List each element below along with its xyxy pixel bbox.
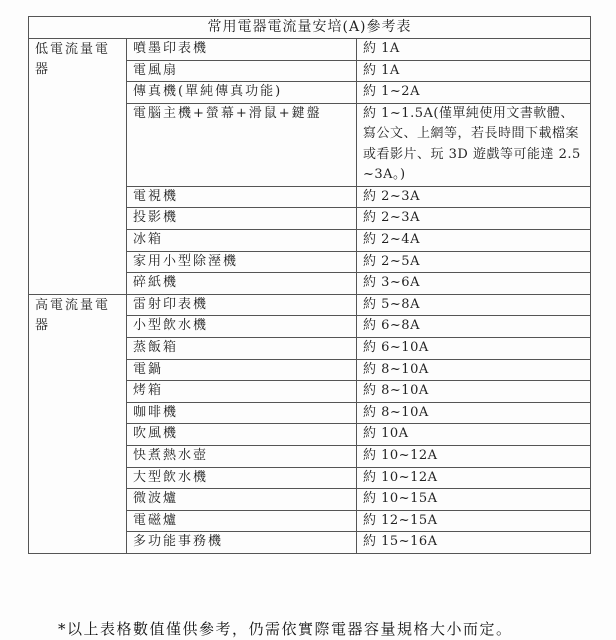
appliance-name: 電磁爐 bbox=[127, 510, 357, 532]
group-label-high: 高電流量電器 bbox=[29, 294, 127, 553]
appliance-name: 多功能事務機 bbox=[127, 532, 357, 554]
appliance-name: 家用小型除溼機 bbox=[127, 251, 357, 273]
current-value: 約 1~2A bbox=[357, 82, 591, 104]
current-value: 約 2~5A bbox=[357, 251, 591, 273]
current-value: 約 10~12A bbox=[357, 445, 591, 467]
table-row bbox=[29, 294, 591, 316]
appliance-name: 蒸飯箱 bbox=[127, 337, 357, 359]
current-value: 約 10~12A bbox=[357, 467, 591, 489]
current-value: 約 8~10A bbox=[357, 359, 591, 381]
current-value: 約 3~6A bbox=[357, 273, 591, 295]
appliance-name: 吹風機 bbox=[127, 424, 357, 446]
group-label-low: 低電流量電器 bbox=[29, 39, 127, 295]
appliance-name: 電風扇 bbox=[127, 60, 357, 82]
table-title: 常用電器電流量安培(A)參考表 bbox=[29, 17, 591, 39]
appliance-name: 小型飲水機 bbox=[127, 316, 357, 338]
appliance-name: 碎紙機 bbox=[127, 273, 357, 295]
reference-table bbox=[28, 16, 591, 554]
appliance-name: 大型飲水機 bbox=[127, 467, 357, 489]
current-value: 約 1~1.5A(僅單純使用文書軟體、寫公文、上網等，若長時間下載檔案或看影片、玩 3D 遊戲等可能達 2.5~3A。) bbox=[357, 103, 591, 186]
table-row bbox=[29, 39, 591, 61]
appliance-name: 快煮熱水壺 bbox=[127, 445, 357, 467]
appliance-name: 噴墨印表機 bbox=[127, 39, 357, 61]
current-value: 約 2~3A bbox=[357, 186, 591, 208]
current-value: 約 10~15A bbox=[357, 489, 591, 511]
appliance-name: 傳真機(單純傳真功能) bbox=[127, 82, 357, 104]
current-value: 約 1A bbox=[357, 60, 591, 82]
appliance-name: 投影機 bbox=[127, 208, 357, 230]
current-value: 約 2~3A bbox=[357, 208, 591, 230]
current-value: 約 6~10A bbox=[357, 337, 591, 359]
appliance-name: 電腦主機+螢幕+滑鼠+鍵盤 bbox=[127, 103, 357, 186]
appliance-name: 微波爐 bbox=[127, 489, 357, 511]
current-value: 約 15~16A bbox=[357, 532, 591, 554]
current-value: 約 6~8A bbox=[357, 316, 591, 338]
appliance-name: 雷射印表機 bbox=[127, 294, 357, 316]
appliance-name: 咖啡機 bbox=[127, 402, 357, 424]
appliance-name: 電視機 bbox=[127, 186, 357, 208]
appliance-name: 冰箱 bbox=[127, 229, 357, 251]
current-value: 約 12~15A bbox=[357, 510, 591, 532]
current-value: 約 10A bbox=[357, 424, 591, 446]
current-value: 約 1A bbox=[357, 39, 591, 61]
current-value: 約 8~10A bbox=[357, 381, 591, 403]
appliance-name: 烤箱 bbox=[127, 381, 357, 403]
current-value: 約 8~10A bbox=[357, 402, 591, 424]
appliance-name: 電鍋 bbox=[127, 359, 357, 381]
current-value: 約 2~4A bbox=[357, 229, 591, 251]
current-value: 約 5~8A bbox=[357, 294, 591, 316]
footnote: *以上表格數值僅供參考，仍需依實際電器容量規格大小而定。 bbox=[58, 620, 513, 638]
